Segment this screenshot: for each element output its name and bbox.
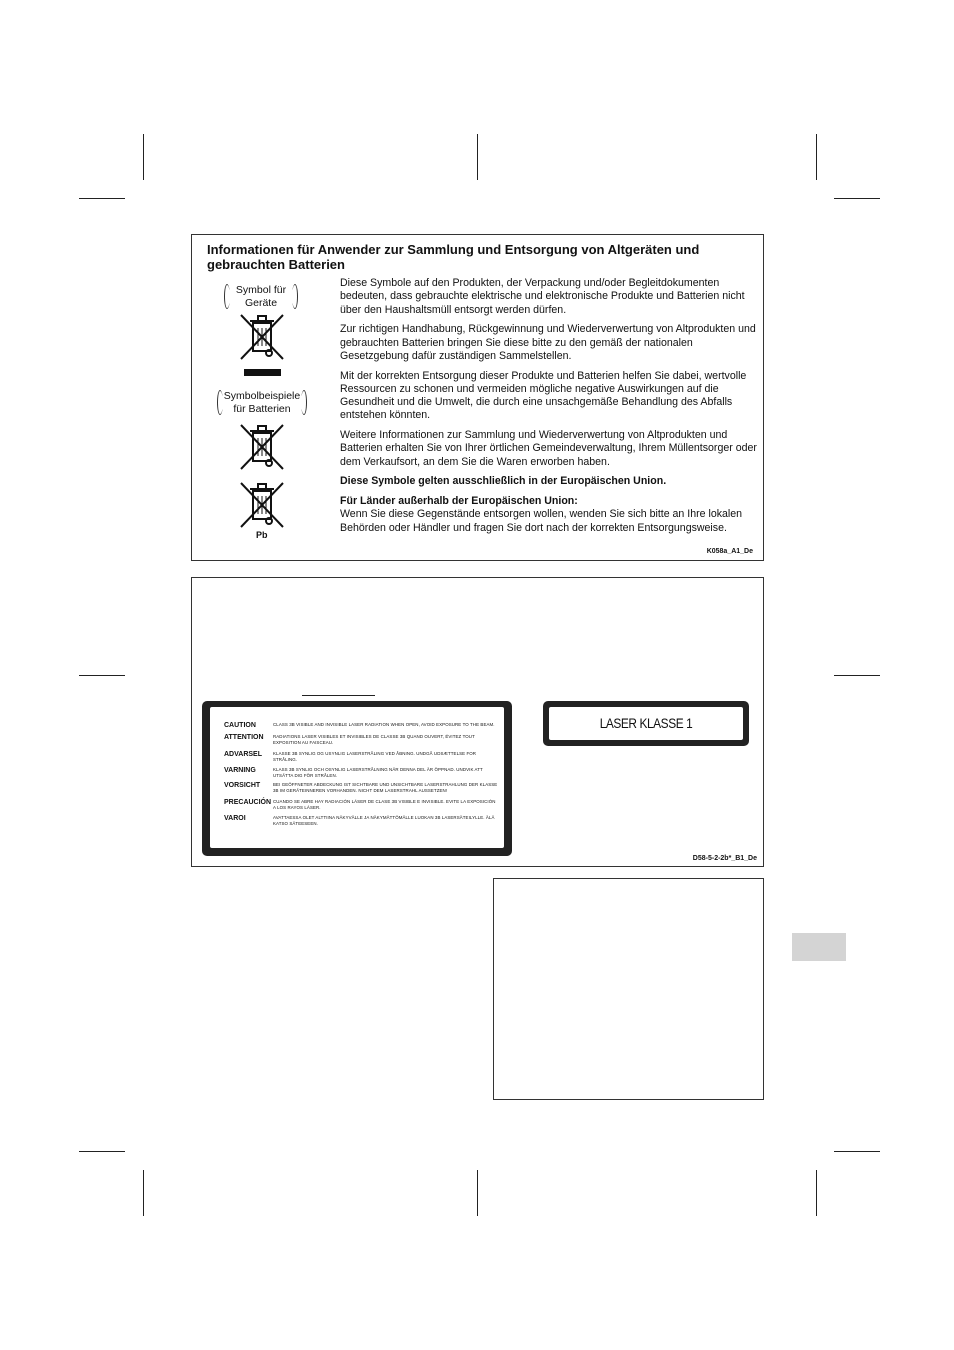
paragraph: Diese Symbole auf den Produkten, der Verpackung und/oder Begleitdokumenten bedeuten, dass gebrauchte elektrische und elektronische Produkte und Batterien nicht über den Haushaltsmüll entsorgt werden dürfen. bbox=[340, 277, 745, 316]
laser-class-label-inner bbox=[549, 707, 743, 740]
document-code: K058a_A1_De bbox=[706, 548, 753, 555]
eu-only-note: Diese Symbole gelten ausschließlich in der Europäischen Union. bbox=[340, 475, 667, 488]
crop-mark bbox=[79, 1151, 125, 1152]
crop-mark bbox=[834, 675, 880, 676]
crossed-bin-battery-pb-icon bbox=[239, 481, 285, 529]
laser-notice-box bbox=[191, 577, 764, 867]
solid-bar-marker bbox=[244, 369, 281, 376]
laser-class-text: LASER KLASSE 1 bbox=[599, 715, 693, 731]
symbol-devices-label: Symbol für Geräte bbox=[230, 284, 292, 309]
crop-mark bbox=[79, 198, 125, 199]
laser-class-label bbox=[543, 701, 749, 746]
paragraph: Mit der korrekten Entsorgung dieser Produkte und Batterien helfen Sie dabei, wertvolle Ressourcen zu schonen und vermeiden mögliche negative Auswirkungen auf die Gesundheit und die Umwelt, die durch eine unsachgemäße Behandlung des Abfalls entstehen könnten. bbox=[340, 369, 747, 422]
crop-mark bbox=[816, 134, 817, 180]
crop-mark bbox=[477, 1170, 478, 1216]
paragraph: Weitere Informationen zur Sammlung und Wiederverwertung von Altprodukten und Batterien erhalten Sie von Ihrer örtlichen Gemeindeverwaltung, Ihrem Müllentsorger oder dem Verkaufsort, an dem Sie die Waren erworben haben. bbox=[340, 429, 757, 468]
laser-caution-label bbox=[202, 701, 512, 856]
disposal-notice-body bbox=[340, 277, 758, 541]
crossed-bin-battery-icon bbox=[239, 423, 285, 471]
paragraph: Zur richtigen Handhabung, Rückgewinnung und Wiederverwertung von Altprodukten und gebrauchten Batterien bringen Sie diese bitte zu den gemäß der nationalen Gesetzgebung dafür zuständigen Sammelstellen. bbox=[340, 323, 756, 362]
disposal-notice-box bbox=[191, 234, 764, 561]
non-eu-heading: Für Länder außerhalb der Europäischen Union: bbox=[340, 495, 578, 508]
crop-mark bbox=[816, 1170, 817, 1216]
crop-mark bbox=[834, 198, 880, 199]
crop-mark bbox=[143, 1170, 144, 1216]
empty-frame bbox=[493, 878, 764, 1100]
underline-rule bbox=[302, 695, 375, 696]
document-code: D58-5-2-2b*_B1_De bbox=[692, 855, 757, 862]
pb-label: Pb bbox=[256, 530, 268, 540]
non-eu-text: Wenn Sie diese Gegenstände entsorgen wollen, wenden Sie sich bitte an Ihre lokalen Behörden oder Händler und fragen Sie dort nach der korrekten Entsorgungsweise. bbox=[340, 508, 743, 534]
disposal-notice-title: Informationen für Anwender zur Sammlung und Entsorgung von Altgeräten und gebrauchten Batterien bbox=[207, 242, 700, 272]
crossed-bin-device-icon bbox=[239, 313, 285, 361]
page-tab bbox=[792, 933, 846, 961]
laser-caution-label-inner: CAUTION CLASS 3B VISIBLE AND INVISIBLE LASER RADIATION WHEN OPEN, AVOID EXPOSURE TO THE BEAM. ATTENTION RADIATIONS LASER VISIBLES ET INVISIBLES DE CLASSE 3B QUAND OUVERT, ÉVITEZ TOUT EXPOSITION AU FAISCEAU. ADVARSEL KLASSE 3B SYNLIG OG USYNLIG LASERSTRÅLING VED ÅBNING. UNDGÅ UDSÆTTELSE FOR STRÅLING. VARNING KLASS 3B SYNLIG OCH OSYNLIG LASERSTRÅLNING NÄR DENNA DEL ÄR ÖPPNAD. UNDVIK ATT UTSÄTTA DIG FÖR STRÅLEN. VORSICHT BEI GEÖFFNETER ABDECKUNG IST SICHTBARE UND UNSICHTBARE LASERSTRAHLUNG DER KLASSE 3B IM GERÄTEINNEREN VORHANDEN. NICHT DEM LASERSTRAHL AUSSETZEN! PRECAUCIÓN CUANDO SE ABRE HAY RADIACIÓN LÁSER DE CLASE 3B VISIBLE E INVISIBLE. EVITE LA EXPOSICIÓN A LOS RAYOS LÁSER. VAROI AVATTAESSA OLET ALTTIINA NÄKYVÄLLE JA NÄKYMÄTTÖMÄLLE LUOKAN 3B LASERSÄTEILYLLE. ÄLÄ KATSO SÄTEESEEN. bbox=[210, 707, 504, 848]
crop-mark bbox=[143, 134, 144, 180]
symbol-batteries-label: Symbolbeispiele für Batterien bbox=[223, 390, 301, 415]
crop-mark bbox=[79, 675, 125, 676]
crop-mark bbox=[477, 134, 478, 180]
crop-mark bbox=[834, 1151, 880, 1152]
